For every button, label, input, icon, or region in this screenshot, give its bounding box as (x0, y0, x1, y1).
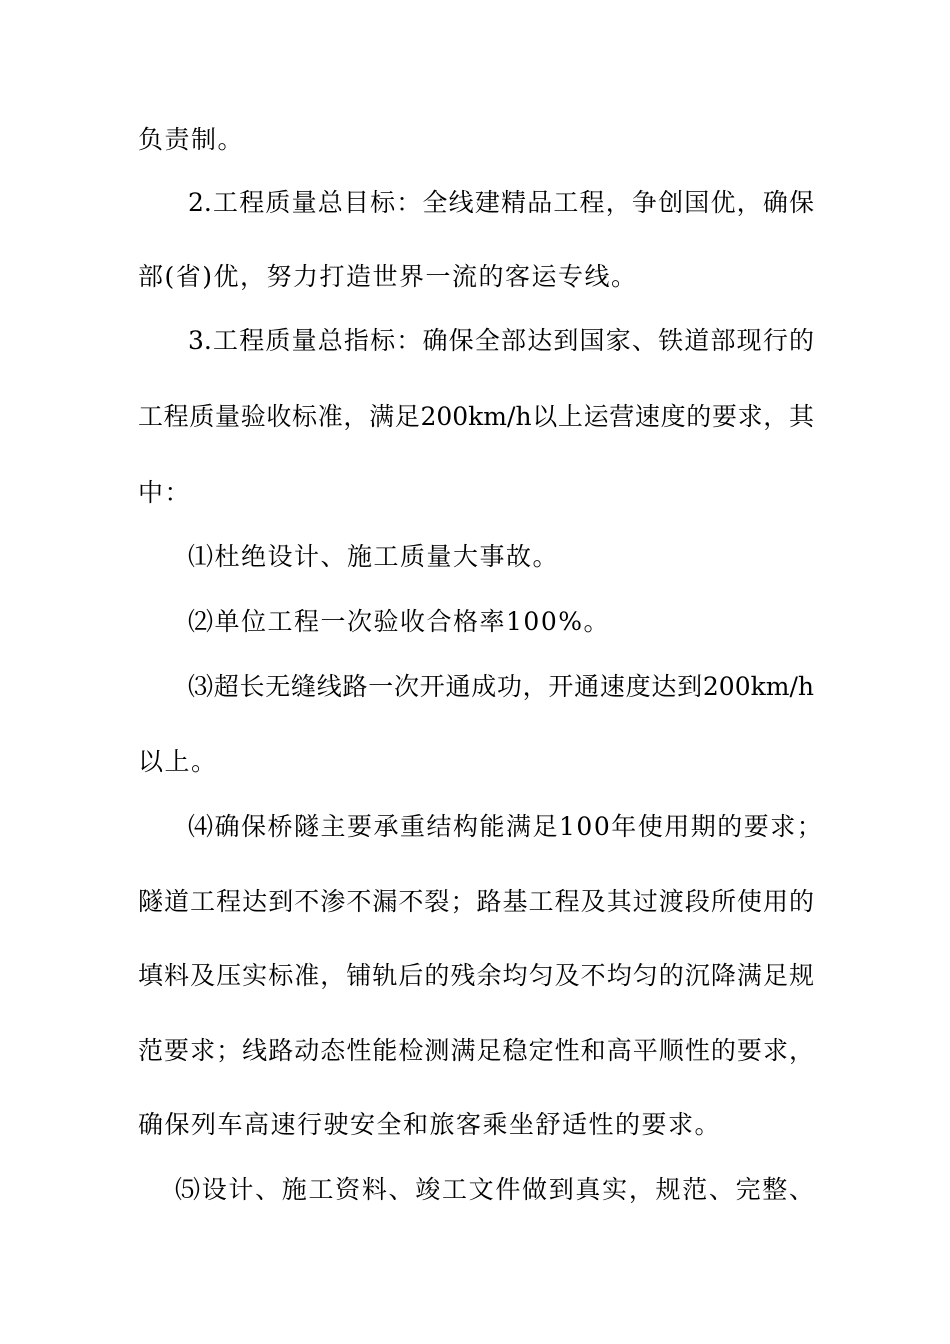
text-line: ⑷确保桥隧主要承重结构能满足100年使用期的要求； (188, 812, 824, 841)
text-line: 2.工程质量总目标：全线建精品工程，争创国优，确保 (188, 188, 814, 217)
text-line: 确保列车高速行驶安全和旅客乘坐舒适性的要求。 (138, 1110, 722, 1139)
text-line: 中： (138, 478, 192, 507)
text-line: 填料及压实标准，铺轨后的残余均匀及不均匀的沉降满足规 (138, 961, 814, 990)
text-line: 负责制。 (138, 125, 245, 154)
text-line: 工程质量验收标准，满足200km/h以上运营速度的要求，其 (138, 402, 814, 431)
text-line: 3.工程质量总指标：确保全部达到国家、铁道部现行的 (188, 326, 814, 355)
text-line: 部(省)优，努力打造世界一流的客运专线。 (138, 262, 638, 291)
text-line: 范要求；线路动态性能检测满足稳定性和高平顺性的要求， (138, 1036, 814, 1065)
text-line: ⑸设计、施工资料、竣工文件做到真实，规范、完整、 (175, 1175, 814, 1204)
text-line: 隧道工程达到不渗不漏不裂；路基工程及其过渡段所使用的 (138, 887, 814, 916)
text-line: ⑴杜绝设计、施工质量大事故。 (188, 542, 560, 571)
text-line: ⑶超长无缝线路一次开通成功，开通速度达到200km/h (188, 672, 814, 701)
text-line: 以上。 (138, 747, 218, 776)
text-line: ⑵单位工程一次验收合格率100%。 (188, 607, 610, 636)
